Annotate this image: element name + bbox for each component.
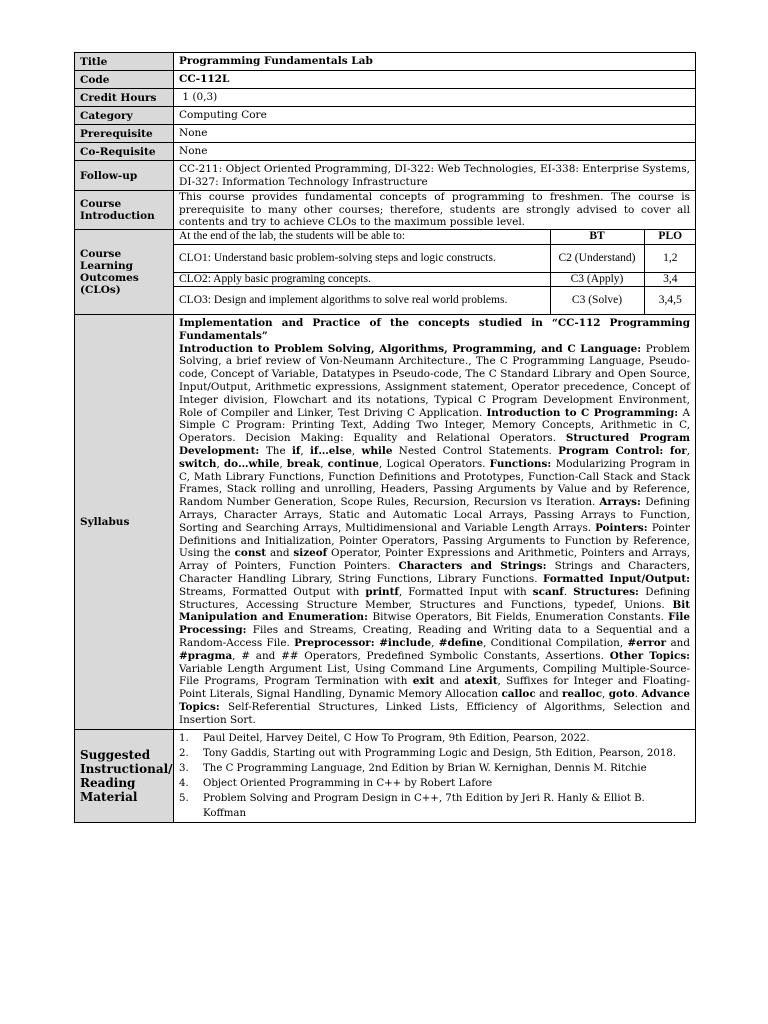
clo-intro: At the end of the lab, the students will be able to: bbox=[174, 230, 550, 244]
syllabus-topic: printf bbox=[365, 585, 399, 598]
clo-bt: C3 (Solve) bbox=[550, 286, 644, 314]
corequisite-value: None bbox=[174, 143, 696, 161]
syllabus-topic: atexit bbox=[464, 675, 498, 688]
syllabus-topic: realloc bbox=[562, 688, 603, 701]
syllabus-topic: switch bbox=[179, 457, 217, 470]
syllabus-text: Strings and Characters, Character Handling Library, String Functions, Library Functions. bbox=[179, 560, 690, 585]
reference-number: 5. bbox=[179, 792, 189, 804]
syllabus-text: Files and Streams, Creating, Reading and Writing data to a Sequential and a Random-Access File. bbox=[179, 624, 690, 649]
clo-plo: 3,4,5 bbox=[644, 286, 696, 314]
syllabus-text: , Suffixes for Integer and Floating-Point Literals, Signal Handling, Dynamic Memory Allocation bbox=[179, 675, 690, 701]
syllabus-topic: exit bbox=[412, 675, 435, 688]
syllabus-topic: if bbox=[291, 444, 301, 457]
row-syllabus bbox=[75, 315, 696, 730]
syllabus-topic: Functions: bbox=[489, 457, 556, 470]
syllabus-topic: File Processing: bbox=[179, 611, 690, 637]
reference-text: Paul Deitel, Harvey Deitel, C How To Program, 9th Edition, Pearson, 2022. bbox=[203, 732, 590, 744]
suggested-material-content bbox=[174, 729, 696, 822]
reference-list bbox=[179, 731, 690, 821]
syllabus-topic: Program Control: for bbox=[558, 444, 687, 457]
syllabus-topic: Other Topics: bbox=[609, 649, 691, 662]
syllabus-text: Problem Solving, a brief review of Von-Neumann Architecture., The C Programming Language, Pseudo-code, Concept of Variable, Datatypes in Pseudo-code, The C Standard Library and Open Source, Input/Output, Arithmetic expressions, Assignment statement, Operator precedence, Concept of Integer division, Flowchart and its notations, Typical C Program Development Environment, Role of Compiler and Linker, Test Driving C Application. bbox=[179, 342, 690, 419]
syllabus-topic: while bbox=[361, 444, 393, 457]
category-label: Category bbox=[75, 107, 174, 125]
syllabus-text: The bbox=[265, 444, 292, 457]
syllabus-content bbox=[174, 315, 696, 730]
syllabus-topic: Introduction to C Programming: bbox=[486, 406, 683, 419]
syllabus-text: Defining Structures, Accessing Structure Member, Structures and Functions, typedef, Unions. bbox=[179, 585, 691, 611]
reference-item bbox=[179, 791, 690, 821]
follow-up-label: Follow-up bbox=[75, 161, 174, 191]
syllabus-topic: calloc bbox=[501, 688, 536, 701]
syllabus-topic: Preprocessor: #include bbox=[294, 636, 432, 649]
reference-number: 3. bbox=[179, 762, 189, 774]
syllabus-body bbox=[179, 343, 690, 727]
reference-item bbox=[179, 761, 690, 776]
reference-text: Problem Solving and Program Design in C++, 7th Edition by Jeri R. Hanly & Elliot B. Koffman bbox=[203, 792, 645, 819]
prerequisite-label: Prerequisite bbox=[75, 125, 174, 143]
syllabus-topic: Pointers: bbox=[595, 521, 652, 534]
syllabus-text: , Formatted Input with bbox=[398, 585, 533, 598]
syllabus-text: Nested Control Statements. bbox=[392, 444, 559, 457]
syllabus-text: , bbox=[351, 444, 362, 457]
clo-text: CLO2: Apply basic programing concepts. bbox=[174, 272, 550, 286]
reference-number: 4. bbox=[179, 777, 189, 789]
title-label: Title bbox=[75, 53, 174, 71]
syllabus-topic: sizeof bbox=[293, 547, 328, 560]
corequisite-label: Co-Requisite bbox=[75, 143, 174, 161]
syllabus-topic: #error bbox=[627, 636, 667, 649]
syllabus-text: , bbox=[320, 457, 328, 470]
row-clos bbox=[75, 230, 696, 315]
row-code bbox=[75, 71, 696, 89]
row-course-introduction bbox=[75, 191, 696, 230]
row-title bbox=[75, 53, 696, 71]
clo-text: CLO3: Design and implement algorithms to solve real world problems. bbox=[174, 286, 550, 314]
code-label: Code bbox=[75, 71, 174, 89]
syllabus-text: , # and ## Operators, Predefined Symbolic Constants, Assertions. bbox=[232, 649, 610, 662]
row-suggested-material bbox=[75, 729, 696, 822]
clo-header-row bbox=[174, 230, 696, 244]
clo-bt-header: BT bbox=[550, 230, 644, 244]
clo-row bbox=[174, 244, 696, 272]
syllabus-topic: Formatted Input/Output: bbox=[543, 572, 691, 585]
course-table bbox=[74, 52, 696, 823]
reference-number: 1. bbox=[179, 732, 189, 744]
syllabus-text: , bbox=[431, 636, 439, 649]
syllabus-topic: Structured Program Development: bbox=[179, 432, 691, 457]
clo-plo: 3,4 bbox=[644, 272, 696, 286]
syllabus-text: Modularizing Program in C, Math Library Functions, Function Definitions and Prototypes, Function-Call Stack and Stack Frames, Stack rolling and unrolling, Headers, Passing Arguments by Value and by Reference, Random Number Generation, Scope Rules, Recursion, Recursion vs Iteration. bbox=[179, 457, 690, 509]
course-outline bbox=[74, 52, 695, 823]
syllabus-topic: Structures: bbox=[573, 585, 646, 598]
syllabus-topic: const bbox=[234, 547, 267, 560]
syllabus-heading: Implementation and Practice of the concepts studied in “CC-112 Programming Fundamentals” bbox=[179, 317, 690, 342]
syllabus-topic: Introduction to Problem Solving, Algorithms, Programming, and C Language: bbox=[179, 342, 646, 355]
clo-text: CLO1: Understand basic problem-solving steps and logic constructs. bbox=[174, 244, 550, 272]
clos-label: Course Learning Outcomes (CLOs) bbox=[75, 230, 174, 315]
syllabus-text: . bbox=[563, 585, 574, 598]
clo-plo: 1,2 bbox=[644, 244, 696, 272]
syllabus-topic: scanf bbox=[532, 585, 564, 598]
syllabus-text: Operator, Pointer Expressions and Arithmetic, Pointers and Arrays, Array of Pointers, Function Pointers. bbox=[179, 547, 690, 573]
prerequisite-value: None bbox=[174, 125, 696, 143]
reference-text: Tony Gaddis, Starting out with Programming Logic and Design, 5th Edition, Pearson, 2018. bbox=[203, 747, 677, 759]
syllabus-text: , Conditional Compilation, bbox=[483, 636, 628, 649]
category-value: Computing Core bbox=[174, 107, 696, 125]
syllabus-text: and bbox=[535, 688, 563, 701]
syllabus-text: , bbox=[279, 457, 287, 470]
reference-text: Object Oriented Programming in C++ by Robert Lafore bbox=[203, 777, 493, 789]
syllabus-topic: break bbox=[286, 457, 321, 470]
syllabus-topic: Bit Manipulation and Enumeration: bbox=[179, 598, 690, 624]
syllabus-topic: goto bbox=[608, 688, 635, 701]
syllabus-text: Self-Referential Structures, Linked Lists, Efficiency of Algorithms, Selection and Insertion Sort. bbox=[179, 700, 690, 726]
syllabus-text: . bbox=[634, 688, 642, 701]
title-value: Programming Fundamentals Lab bbox=[174, 53, 696, 71]
syllabus-text: and bbox=[434, 675, 465, 688]
clo-bt: C3 (Apply) bbox=[550, 272, 644, 286]
syllabus-text: , bbox=[602, 688, 609, 701]
reference-item bbox=[179, 731, 690, 746]
clo-row bbox=[174, 286, 696, 314]
syllabus-topic: continue bbox=[327, 457, 379, 470]
row-prerequisite bbox=[75, 125, 696, 143]
row-corequisite bbox=[75, 143, 696, 161]
syllabus-text: Bitwise Operators, Bit Fields, Enumeration Constants. bbox=[372, 611, 669, 624]
syllabus-text: , Logical Operators. bbox=[378, 457, 490, 470]
syllabus-text: Streams, Formatted Output with bbox=[179, 585, 366, 598]
clo-bt: C2 (Understand) bbox=[550, 244, 644, 272]
syllabus-topic: do…while bbox=[223, 457, 280, 470]
reference-number: 2. bbox=[179, 747, 189, 759]
reference-item bbox=[179, 776, 690, 791]
suggested-material-label: Suggested Instructional/ Reading Material bbox=[75, 729, 174, 822]
credit-hours-value: 1 (0,3) bbox=[174, 89, 696, 107]
syllabus-topic: #define bbox=[438, 636, 484, 649]
syllabus-label: Syllabus bbox=[75, 315, 174, 730]
syllabus-text: , bbox=[686, 444, 691, 457]
course-introduction-label: Course Introduction bbox=[75, 191, 174, 230]
syllabus-text: and bbox=[666, 636, 690, 649]
reference-item bbox=[179, 746, 690, 761]
syllabus-text: A Simple C Program: Printing Text, Adding Two Integer, Memory Concepts, Arithmetic in C, Operators. Decision Making: Equality and Relational Operators. bbox=[179, 406, 691, 445]
syllabus-topic: if…else bbox=[309, 444, 352, 457]
syllabus-text: , bbox=[216, 457, 224, 470]
syllabus-text: Defining Arrays, Character Arrays, Static and Automatic Local Arrays, Passing Arrays to Function, Sorting and Searching Arrays, Multidimensional and Variable Length Arrays. bbox=[179, 496, 690, 534]
syllabus-topic: Arrays: bbox=[599, 496, 646, 509]
row-credit-hours bbox=[75, 89, 696, 107]
reference-text: The C Programming Language, 2nd Edition by Brian W. Kernighan, Dennis M. Ritchie bbox=[203, 762, 647, 774]
clo-table bbox=[174, 230, 696, 314]
syllabus-topic: Advance Topics: bbox=[179, 688, 690, 713]
syllabus-text: Variable Length Argument List, Using Command Line Arguments, Compiling Multiple-Source-File Programs, Program Termination with bbox=[179, 662, 690, 688]
clos-cell bbox=[174, 230, 696, 315]
follow-up-value: CC-211: Object Oriented Programming, DI-322: Web Technologies, EI-338: Enterprise Systems, DI-327: Information Technology Infrastructure bbox=[174, 161, 696, 191]
row-category bbox=[75, 107, 696, 125]
clo-row bbox=[174, 272, 696, 286]
syllabus-text: , bbox=[300, 444, 310, 457]
syllabus-text: Pointer Definitions and Initialization, Pointer Operators, Passing Arguments to Function by Reference, Using the bbox=[179, 521, 690, 560]
code-value: CC-112L bbox=[174, 71, 696, 89]
clo-plo-header: PLO bbox=[644, 230, 696, 244]
course-introduction-value: This course provides fundamental concepts of programming to freshmen. The course is prerequisite to many other courses; therefore, students are strongly advised to cover all contents and try to achieve CLOs to the maximum possible level. bbox=[174, 191, 696, 230]
credit-hours-label: Credit Hours bbox=[75, 89, 174, 107]
row-follow-up bbox=[75, 161, 696, 191]
syllabus-text: and bbox=[266, 547, 294, 560]
syllabus-topic: #pragma bbox=[179, 649, 233, 662]
syllabus-topic: Characters and Strings: bbox=[398, 560, 555, 573]
